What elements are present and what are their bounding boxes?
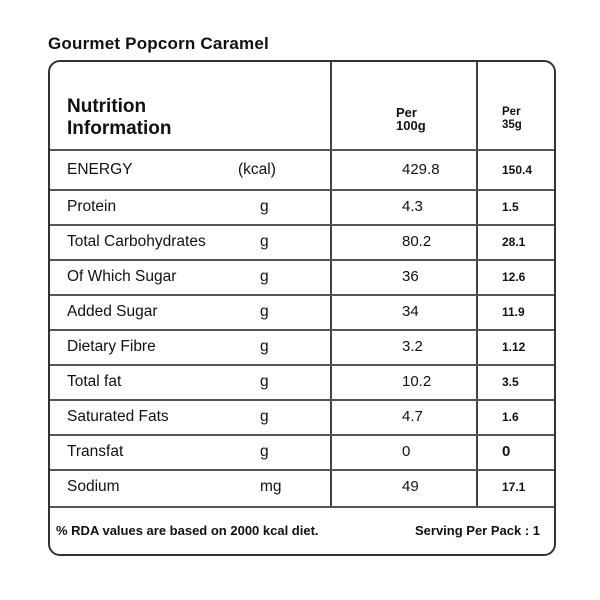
value-per100g: 4.7	[402, 408, 423, 425]
value-per35g: 17.1	[502, 480, 526, 494]
table-row	[50, 400, 554, 434]
nutrient-name: Transfat	[67, 443, 124, 460]
nutrient-unit: mg	[260, 478, 282, 495]
value-per35g: 150.4	[502, 163, 533, 177]
column-header-per35g	[502, 106, 522, 132]
nutrient-unit: g	[260, 233, 269, 250]
table-row	[50, 330, 554, 364]
nutrient-name: ENERGY	[67, 161, 133, 178]
table-heading-line2: Information	[67, 118, 172, 139]
nutrition-table	[48, 60, 556, 556]
row-divider	[50, 149, 554, 151]
nutrient-name: Of Which Sugar	[67, 268, 177, 285]
value-per100g: 80.2	[402, 233, 432, 250]
table-row	[50, 365, 554, 399]
table-row	[50, 153, 554, 187]
nutrient-unit: g	[260, 268, 269, 285]
value-per35g: 0	[502, 443, 511, 460]
table-row	[50, 225, 554, 259]
value-per35g: 11.9	[502, 305, 525, 319]
rda-note: % RDA values are based on 2000 kcal diet.	[56, 523, 319, 538]
table-row	[50, 190, 554, 224]
nutrient-unit: g	[260, 198, 269, 215]
value-per35g: 3.5	[502, 375, 519, 389]
value-per100g: 0	[402, 443, 411, 460]
nutrient-unit: g	[260, 408, 269, 425]
table-row	[50, 435, 554, 469]
value-per35g: 1.6	[502, 410, 519, 424]
column-header-per35g-line2: 35g	[502, 119, 522, 131]
table-row	[50, 260, 554, 294]
nutrient-unit: g	[260, 443, 269, 460]
value-per35g: 28.1	[502, 235, 526, 249]
column-header-per100g-line2: 100g	[396, 118, 426, 133]
nutrient-name: Saturated Fats	[67, 408, 169, 425]
nutrient-name: Protein	[67, 198, 117, 215]
value-per100g: 10.2	[402, 373, 432, 390]
value-per35g: 1.5	[502, 200, 519, 214]
value-per35g: 1.12	[502, 340, 526, 354]
table-row	[50, 295, 554, 329]
table-heading-line1: Nutrition	[67, 96, 147, 117]
product-title: Gourmet Popcorn Caramel	[48, 34, 269, 53]
nutrient-name: Added Sugar	[67, 303, 158, 320]
value-per35g: 12.6	[502, 270, 526, 284]
value-per100g: 3.2	[402, 338, 423, 355]
nutrient-name: Dietary Fibre	[67, 338, 156, 355]
nutrient-unit: g	[260, 373, 269, 390]
nutrient-unit: g	[260, 338, 269, 355]
nutrient-unit: (kcal)	[238, 161, 276, 178]
column-header-per100g	[396, 106, 426, 132]
nutrient-name: Total Carbohydrates	[67, 233, 206, 250]
serving-note: Serving Per Pack : 1	[414, 523, 540, 538]
nutrient-unit: g	[260, 303, 269, 320]
table-heading	[67, 96, 172, 140]
nutrient-name: Sodium	[67, 478, 120, 495]
table-row	[50, 470, 554, 504]
column-header-per35g-line1: Per	[502, 106, 521, 118]
value-per100g: 36	[402, 268, 419, 285]
value-per100g: 34	[402, 303, 419, 320]
value-per100g: 49	[402, 478, 419, 495]
table-footer	[50, 508, 554, 556]
value-per100g: 429.8	[402, 161, 440, 178]
value-per100g: 4.3	[402, 198, 423, 215]
column-header-per100g-line1: Per	[396, 105, 417, 120]
nutrient-name: Total fat	[67, 373, 122, 390]
